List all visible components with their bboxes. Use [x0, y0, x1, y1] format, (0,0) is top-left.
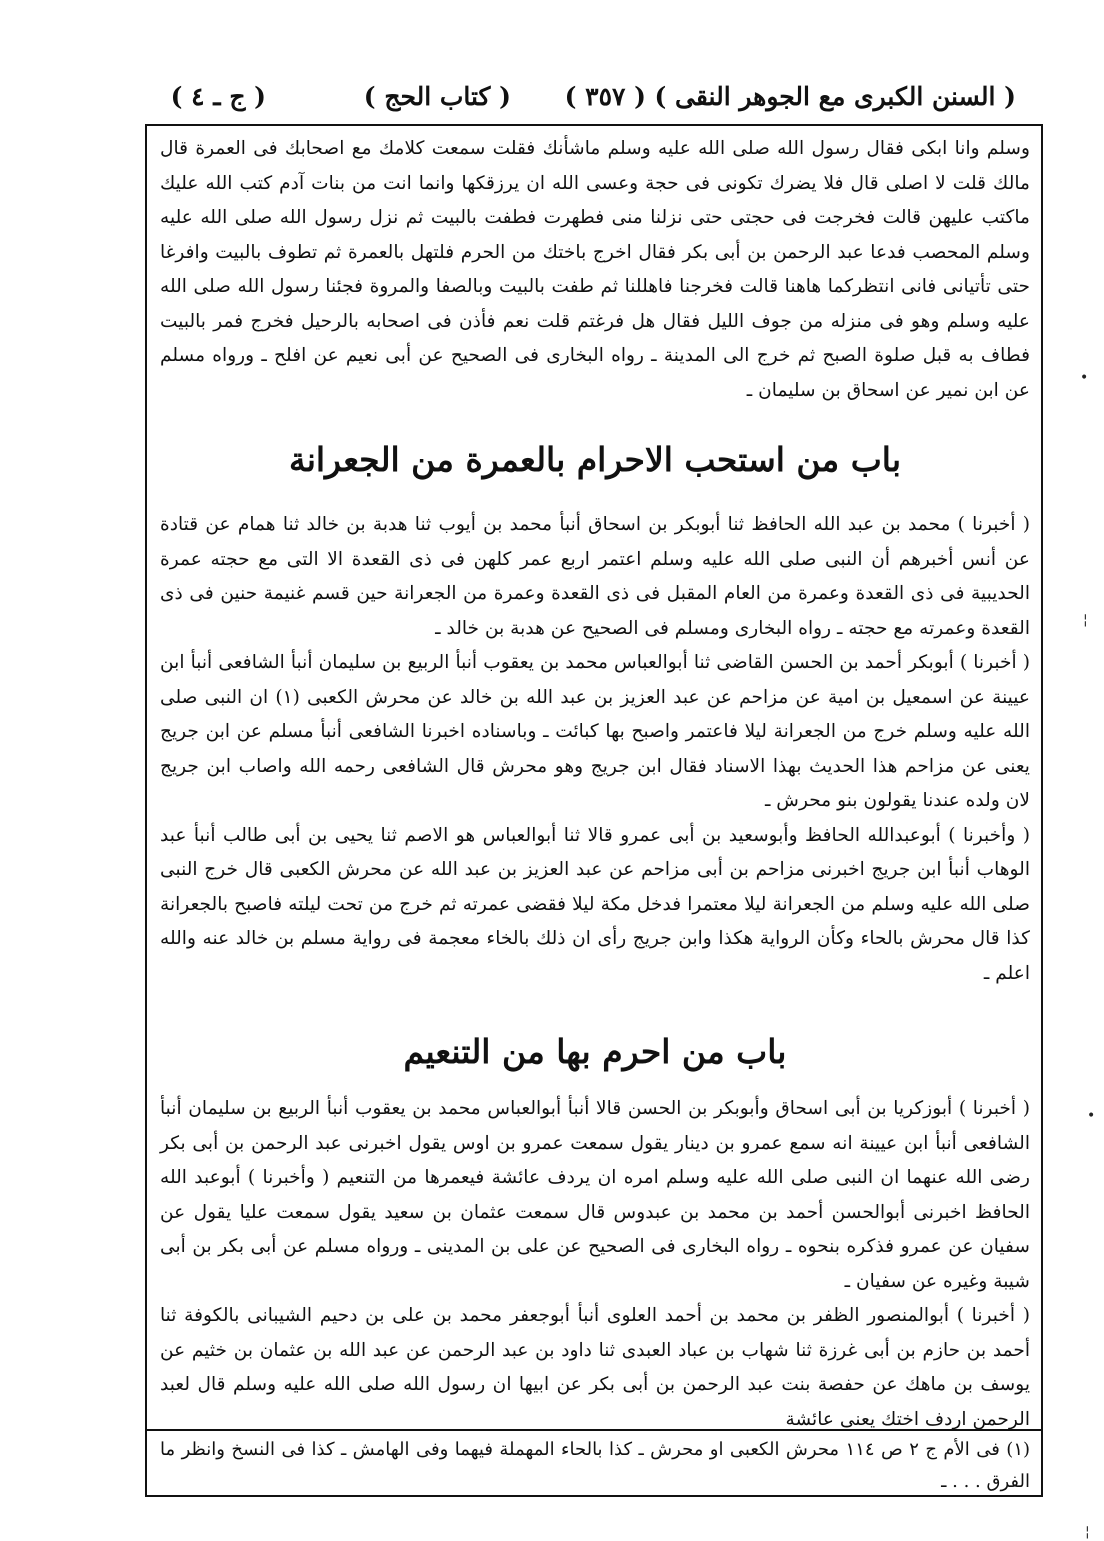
text-block-3 [160, 1092, 1030, 1437]
section-heading-jirana: باب من استحب الاحرام بالعمرة من الجعرانة [289, 440, 901, 479]
paragraph: ( وأخبرنا ) أبوعبدالله الحافظ وأبوسعيد بن أبى عمرو قالا ثنا أبوالعباس هو الاصم ثنا يحيى بن أبى طالب أنبأ عبد الوهاب أنبأ ابن جريج اخبرنى مزاحم بن أبى مزاحم عن عبد العزيز بن عبد الله عن محرش الكعبى قال خرج النبى صلى الله عليه وسلم من الجعرانة ليلا معتمرا فدخل مكة ليلا فقضى عمرته ثم خرج من تحت ليلته فاصبح بالجعرانة كذا قال محرش بالحاء وكأن الرواية هكذا وابن جريج رأى ان ذلك بالخاء معجمة فى رواية مسلم بن خالد عنه والله اعلم ـ [160, 824, 1030, 984]
section-heading-tanim: باب من احرم بها من التنعيم [403, 1032, 787, 1071]
footnote: (١) فى الأم ج ٢ ص ١١٤ محرش الكعبى او محرش ـ كذا بالحاء المهملة فيهما وفى الهامش ـ كذا فى النسخ وانظر ما الفرق . . . ـ [160, 1439, 1031, 1492]
margin-mark: ¦ [1085, 1524, 1090, 1540]
paragraph: ( أخبرنا ) أبوالمنصور الظفر بن محمد بن أحمد العلوى أنبأ أبوجعفر محمد بن على بن دحيم الشيبانى بالكوفة ثنا أحمد بن حازم بن أبى غرزة ثنا شهاب بن عباد العبدى ثنا داود بن عبد الرحمن عن عبد الله بن عثمان بن خثيم عن يوسف بن ماهك عن حفصة بنت عبد الرحمن بن أبى بكر عن ابيها ان رسول الله صلى الله عليه وسلم قال لعبد الرحمن اردف اختك يعنى عائشة [160, 1305, 1030, 1430]
paragraph: ( أخبرنا ) أبوبكر أحمد بن الحسن القاضى ثنا أبوالعباس محمد بن يعقوب أنبأ الربيع بن سليمان أنبأ الشافعى أنبأ ابن عيينة عن اسمعيل بن امية عن مزاحم عن عبد العزيز بن عبد الله بن خالد عن محرش الكعبى (١) ان النبى صلى الله عليه وسلم خرج من الجعرانة ليلا فاعتمر واصبح بها كبائت ـ وباسناده اخبرنا الشافعى أنبأ مسلم عن ابن جريج يعنى عن مزاحم هذا الحديث بهذا الاسناد فقال ابن جريج وهو محرش قال الشافعى رحمه الله واصاب ابن جريج لان ولده عندنا يقولون بنو محرش ـ [160, 652, 1030, 811]
margin-mark: • [1080, 370, 1089, 386]
book-title: ( السنن الكبرى مع الجوهر النقى ) [654, 82, 1016, 111]
margin-mark: • [1087, 1108, 1096, 1124]
page-number: ( ٣٥٧ ) [564, 82, 646, 111]
footnote-divider [145, 1429, 1043, 1431]
margin-mark: ¦ [1083, 612, 1088, 628]
text-block-2 [160, 508, 1030, 991]
paragraph: وسلم وانا ابكى فقال رسول الله صلى الله عليه وسلم ماشأنك فقلت سمعت كلامك مع اصحابك فى العمرة قال مالك قلت لا اصلى قال فلا يضرك تكونى فى حجة وعسى الله ان يرزقكها وانما انت من بنات آدم كتب الله عليك ماكتب عليهن قالت فخرجت فى حجتى حتى نزلنا منى فطهرت فطفت بالبيت ثم نزل رسول الله صلى الله عليه وسلم المحصب فدعا عبد الرحمن بن أبى بكر فقال اخرج باختك من الحرم فلتهل بالعمرة ثم تطوف بالبيت وافرغا حتى تأتيانى فانى انتظركما هاهنا قالت فخرجنا فاهللنا ثم طفت بالبيت وبالصفا والمروة فجئنا رسول الله صلى الله عليه وسلم وهو فى منزله من جوف الليل فقال هل فرغتم قلت نعم فأذن فى اصحابه بالرحيل فخرج فمر بالبيت فطاف به قبل صلوة الصبح ثم خرج الى المدينة ـ رواه البخارى فى الصحيح عن أبى نعيم عن افلح ـ ورواه مسلم عن ابن نمير عن اسحاق بن سليمان ـ [160, 138, 1030, 401]
text-block-1 [160, 132, 1030, 408]
paragraph: ( أخبرنا ) أبوزكريا بن أبى اسحاق وأبوبكر بن الحسن قالا أنبأ أبوالعباس محمد بن يعقوب أنبأ الربيع بن سليمان أنبأ الشافعى أنبأ ابن عيينة انه سمع عمرو بن دينار يقول سمعت عمرو بن اوس يقول اخبرنى عبد الرحمن بن أبى بكر رضى الله عنهما ان النبى صلى الله عليه وسلم امره ان يردف عائشة فيعمرها من التنعيم ( وأخبرنا ) أبوعبد الله الحافظ اخبرنى أبوالحسن أحمد بن محمد بن عبدوس قال سمعت عثمان بن سعيد يقول سمعت عليا يقول عن سفيان عن عمرو فذكره بنحوه ـ رواه البخارى فى الصحيح عن على بن المدينى ـ ورواه مسلم عن أبى بكر بن أبى شيبة وغيره عن سفيان ـ [160, 1098, 1030, 1292]
volume-number: ( ج ـ ٤ ) [170, 82, 266, 111]
chapter-title: ( كتاب الحج ) [363, 82, 511, 111]
page-header [170, 78, 1016, 122]
paragraph: ( أخبرنا ) محمد بن عبد الله الحافظ ثنا أبوبكر بن اسحاق أنبأ محمد بن أيوب ثنا هدبة بن خالد ثنا همام عن قتادة عن أنس أخبرهم أن النبى صلى الله عليه وسلم اعتمر اربع عمر كلهن فى ذى القعدة الا التى مع حجته عمرة الحديبية فى ذى القعدة وعمرة من العام المقبل فى ذى القعدة وعمرة من الجعرانة حين قسم غنيمة حنين فى ذى القعدة وعمرته مع حجته ـ رواه البخارى ومسلم فى الصحيح عن هدبة بن خالد ـ [160, 514, 1030, 639]
